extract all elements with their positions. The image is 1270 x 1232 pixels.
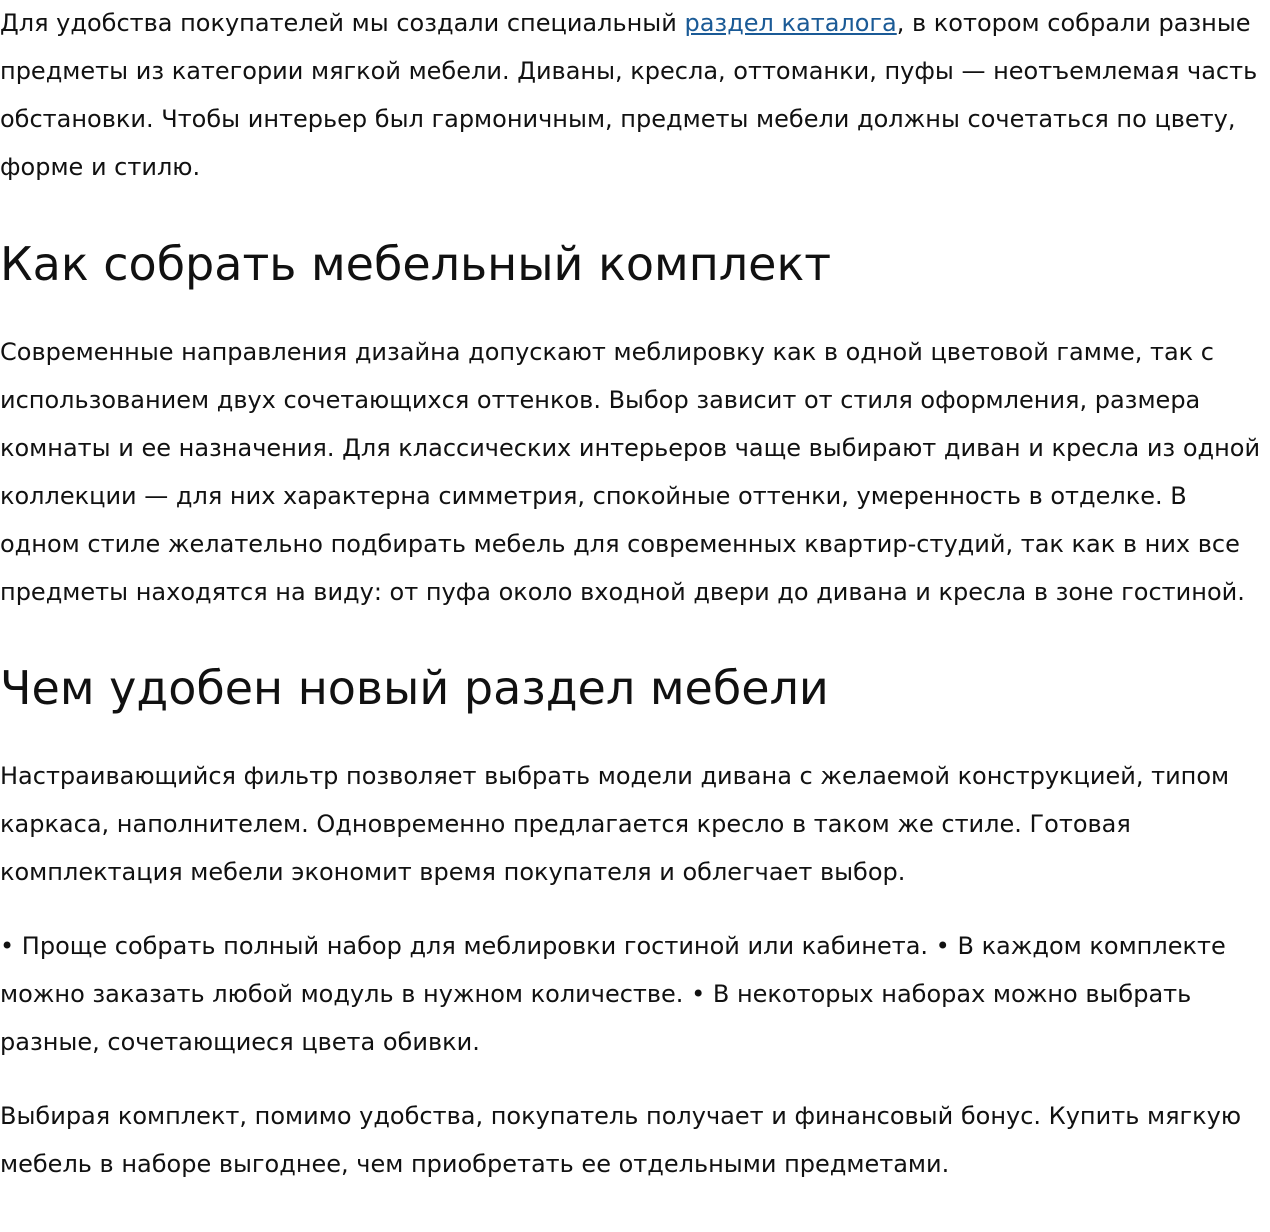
catalog-section-link[interactable]: раздел каталога [684,9,897,37]
section-heading-new-catalog-section: Чем удобен новый раздел мебели [0,661,829,716]
benefits-bullet-paragraph: • Проще собрать полный набор для меблировки гостиной или кабинета. • В каждом комплекте можно заказать любой модуль в нужном количестве. • В некоторых наборах можно выбрать разные, сочетающиеся цвета обивки. [0,932,1226,1057]
intro-text-after-link: , в котором собрали разные предметы из категории мягкой мебели. Диваны, кресла, оттоманки, пуфы — неотъемлемая часть обстановки. Чтобы интерьер был гармоничным, предметы мебели должны сочетаться по цвету, форме и стилю. [0,9,1258,181]
section-paragraph-filter: Настраивающийся фильтр позволяет выбрать модели дивана с желаемой конструкцией, типом каркаса, наполнителем. Одновременно предлагается кресло в таком же стиле. Готовая комплектация мебели экономит время покупателя и облегчает выбор. [0,762,1230,887]
section-paragraph-furniture-set: Современные направления дизайна допускают меблировку как в одной цветовой гамме, так с использованием двух сочетающихся оттенков. Выбор зависит от стиля оформления, размера комнаты и ее назначения. Для классических интерьеров чаще выбирают диван и кресла из одной коллекции — для них характерна симметрия, спокойные оттенки, умеренность в отделке. В одном стиле желательно подбирать мебель для современных квартир-студий, так как в них все предметы находятся на виду: от пуфа около входной двери до дивана и кресла в зоне гостиной. [0,338,1261,607]
intro-text-before-link: Для удобства покупателей мы создали специальный [0,9,685,37]
closing-paragraph: Выбирая комплект, помимо удобства, покупатель получает и финансовый бонус. Купить мягкую мебель в наборе выгоднее, чем приобретать ее отдельными предметами. [0,1102,1242,1179]
section-heading-furniture-set: Как собрать мебельный комплект [0,237,832,291]
intro-paragraph [0,0,1270,191]
